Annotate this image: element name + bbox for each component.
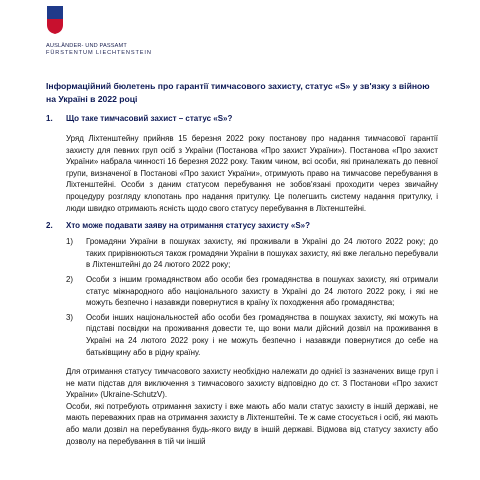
office-name — [46, 43, 152, 57]
list-item-text: Особи з іншим громадянством або особи без громадянства в пошуках захисту, які отримали статус міжнародного або національного захисту в Україні до 24 лютого 2022 року, і які не можуть безпечно і назавжди повернутися в країну їх походження або громадянства; — [86, 274, 438, 308]
section-2-paragraph-2: Особи, які потребують отримання захисту і вже мають або мали статус захисту в іншій державі, не мають переважних прав на отримання захисту в Ліхтенштейні. Те ж саме стосується і осіб, які мають або мали дозвіл на перебування будь-якого виду в іншій державі. Відмова від статусу захисту або дозволу на перебування в тій чи іншій — [66, 401, 438, 446]
section-1-paragraph: Уряд Ліхтенштейну прийняв 15 березня 2022 року постанову про надання тимчасової гарантії захисту для певних груп осіб з України (Постанова «Про захист України»). Постанова «Про захист України» набрала чинності 16 березня 2022 року. Таким чином, всі особи, які приналежать до певної групи, визначеної в Постанові «Про захист України», отримують право на тимчасове перебування в Ліхтенштейні. Особи з даним статусом перебування не зобов'язані проходити через звичайну процедуру розгляду клопотань про надання притулку. Це полегшить систему надання притулку, і люди швидко отримають ясність щодо свого статусу перебування в Ліхтенштейні. — [66, 134, 438, 213]
list-item-number: 3) — [66, 312, 74, 322]
document-body — [46, 113, 438, 447]
section-1-number: 1. — [46, 114, 53, 123]
section-2-title: Хто може подавати заяву на отримання статусу захисту «S»? — [66, 221, 311, 231]
list-item — [66, 312, 438, 358]
list-item-text: Громадяни України в пошуках захисту, які проживали в Україні до 24 лютого 2022 року; до таких прирівнюються також громадяни України в пошуках захисту, які вже легально перебували в Ліхтенштейні до 24 лютого 2022 року; — [86, 237, 438, 270]
section-2-paragraph-1: Для отримання статусу тимчасового захисту необхідно належати до однієї із зазначених вище груп і не мати підстав для виключення з тимчасового захисту відповідно до ст. 3 Постанови «Про захист України» (Ukraine-SchutzV). — [66, 367, 438, 400]
section-1-heading — [46, 113, 438, 125]
section-1-title: Що таке тимчасовий захист – статус «S»? — [66, 114, 233, 123]
liechtenstein-crest-logo — [46, 5, 64, 35]
list-item-text: Особи інших національностей або особи без громадянства в пошуках захисту, які можуть на підставі посвідки на проживання довести те, що вони мали дійсний дозвіл на проживання в Україні на 24 лютого 2022 року і не можуть безпечно і назавжди повернутися до себе на батьківщину або в рідну країну. — [86, 312, 438, 357]
eligibility-list — [66, 236, 438, 358]
office-name-line1: AUSLÄNDER- UND PASSAMT — [46, 43, 127, 49]
list-item — [66, 274, 438, 309]
list-item-number: 1) — [66, 237, 74, 247]
section-2-number: 2. — [46, 221, 53, 231]
document-title: Інформаційний бюлетень про гарантії тимчасового захисту, статус «S» у зв'язку з війною на Україні в 2022 році — [46, 81, 430, 104]
office-name-line2: FÜRSTENTUM LIECHTENSTEIN — [46, 50, 152, 56]
list-item-number: 2) — [66, 274, 74, 284]
section-2-heading — [46, 220, 438, 232]
list-item — [66, 236, 438, 271]
